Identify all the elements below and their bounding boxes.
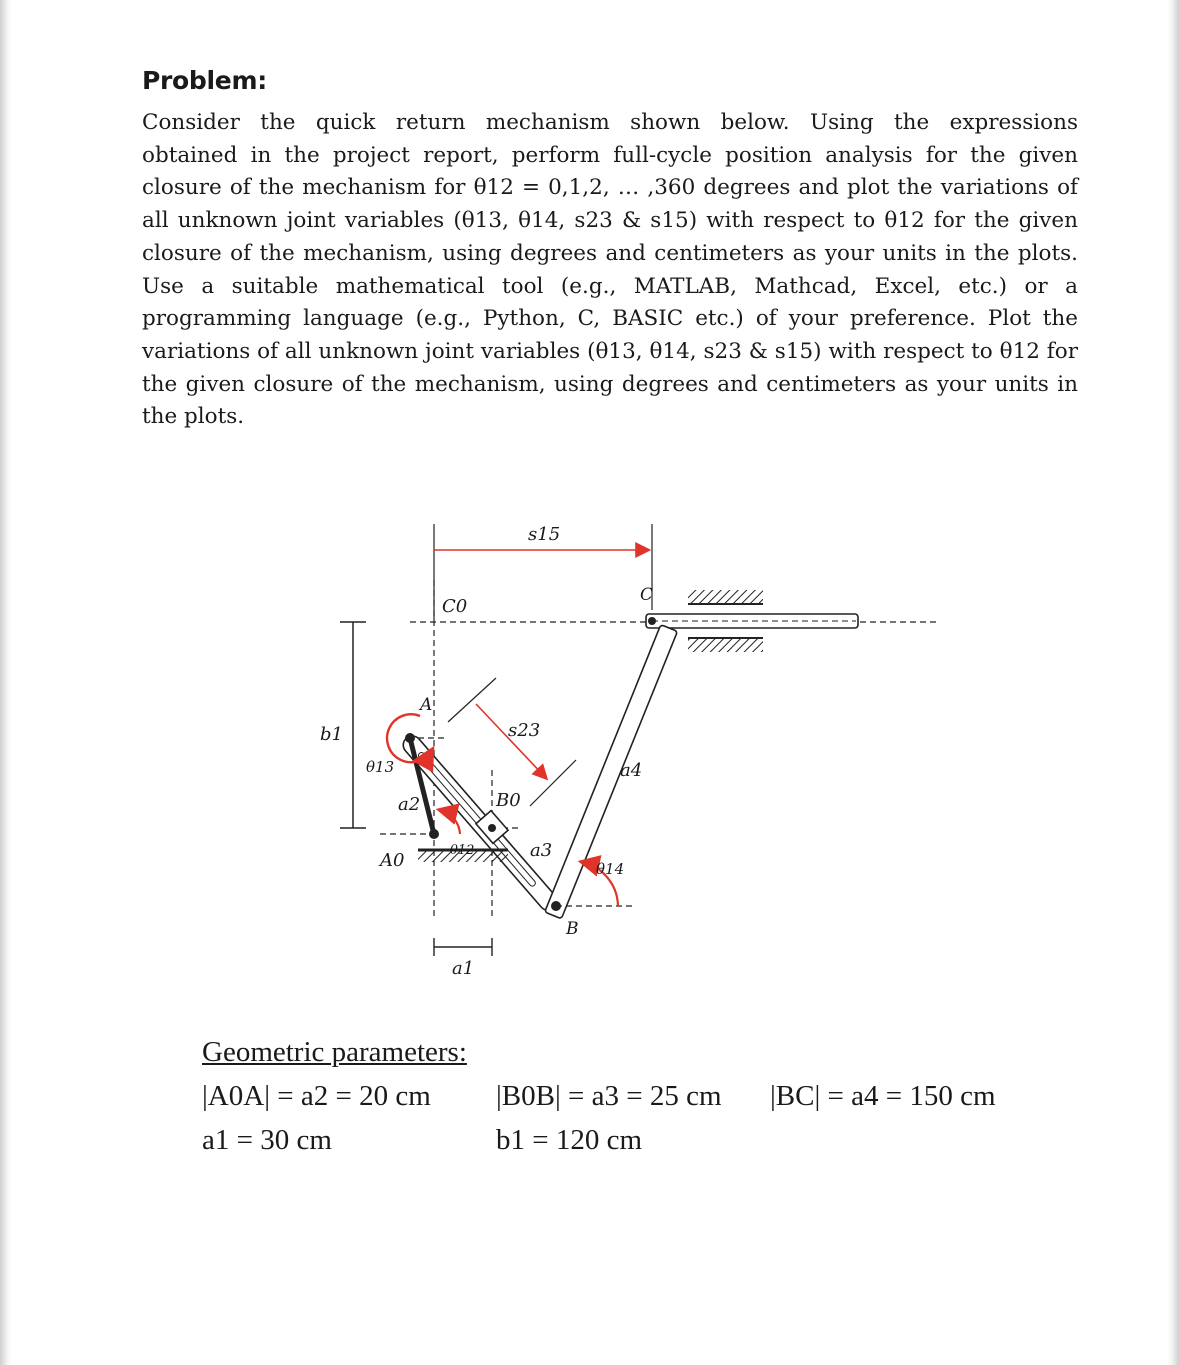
- label-theta14: θ14: [596, 860, 625, 878]
- label-C: C: [640, 585, 654, 605]
- slider-guide-top: [688, 590, 763, 604]
- problem-statement: [142, 107, 1078, 434]
- label-s15: s15: [528, 524, 561, 545]
- label-a1: a1: [452, 958, 475, 979]
- problem-line: all unknown joint variables (θ13, θ14, s23 & s15) with respect to θ12 for the given: [142, 208, 1078, 234]
- parameters-title: Geometric parameters:: [202, 1036, 467, 1068]
- label-b1: b1: [320, 724, 343, 745]
- label-a4: a4: [620, 760, 643, 781]
- problem-line: Consider the quick return mechanism shown below. Using the expressions: [142, 110, 1078, 135]
- joint-B0: [488, 824, 496, 832]
- problem-line: programming language (e.g., Python, C, BASIC etc.) of your preference. Plot the: [142, 306, 1078, 332]
- label-a2: a2: [398, 794, 421, 815]
- param-b1: b1 = 120 cm: [496, 1124, 643, 1156]
- param-a1: a1 = 30 cm: [202, 1124, 332, 1156]
- problem-heading: Problem:: [142, 66, 267, 95]
- problem-line: obtained in the project report, perform full-cycle position analysis for the given: [142, 142, 1078, 168]
- label-A0: A0: [380, 850, 405, 871]
- problem-line: the given closure of the mechanism, using degrees and centimeters as your units in: [142, 371, 1078, 397]
- problem-line: variations of all unknown joint variables (θ13, θ14, s23 & s15) with respect to θ12 for: [142, 338, 1078, 364]
- problem-line: Use a suitable mathematical tool (e.g., MATLAB, Mathcad, Excel, etc.) or a: [142, 273, 1078, 299]
- joint-A: [405, 733, 415, 743]
- s23-perp-bottom: [530, 760, 576, 806]
- page-edge-right: [1167, 0, 1179, 1365]
- joint-A0: [429, 829, 439, 839]
- label-C0: C0: [442, 596, 468, 617]
- theta12-arc: [440, 810, 460, 834]
- mechanism-svg: [300, 510, 960, 990]
- slider-guide-bottom: [688, 638, 763, 652]
- label-s23: s23: [508, 720, 541, 741]
- param-b0b: |B0B| = a3 = 25 cm: [496, 1080, 722, 1112]
- label-B0: B0: [496, 790, 521, 811]
- label-A: A: [420, 695, 433, 715]
- label-theta13: θ13: [366, 758, 395, 776]
- label-theta12: θ12: [450, 843, 475, 858]
- problem-line: the plots.: [142, 404, 245, 430]
- param-bc: |BC| = a4 = 150 cm: [770, 1080, 996, 1112]
- mechanism-diagram: [300, 510, 960, 990]
- label-B: B: [566, 919, 579, 939]
- param-a0a: |A0A| = a2 = 20 cm: [202, 1080, 431, 1112]
- problem-line: closure of the mechanism for θ12 = 0,1,2, … ,360 degrees and plot the variations of: [142, 175, 1078, 201]
- s23-dimension-arrow: [476, 704, 546, 778]
- s23-perp-top: [448, 678, 496, 722]
- joint-C: [648, 617, 656, 625]
- label-a3: a3: [530, 840, 553, 861]
- page-edge-left: [0, 0, 12, 1365]
- problem-line: closure of the mechanism, using degrees and centimeters as your units in the plots.: [142, 240, 1078, 266]
